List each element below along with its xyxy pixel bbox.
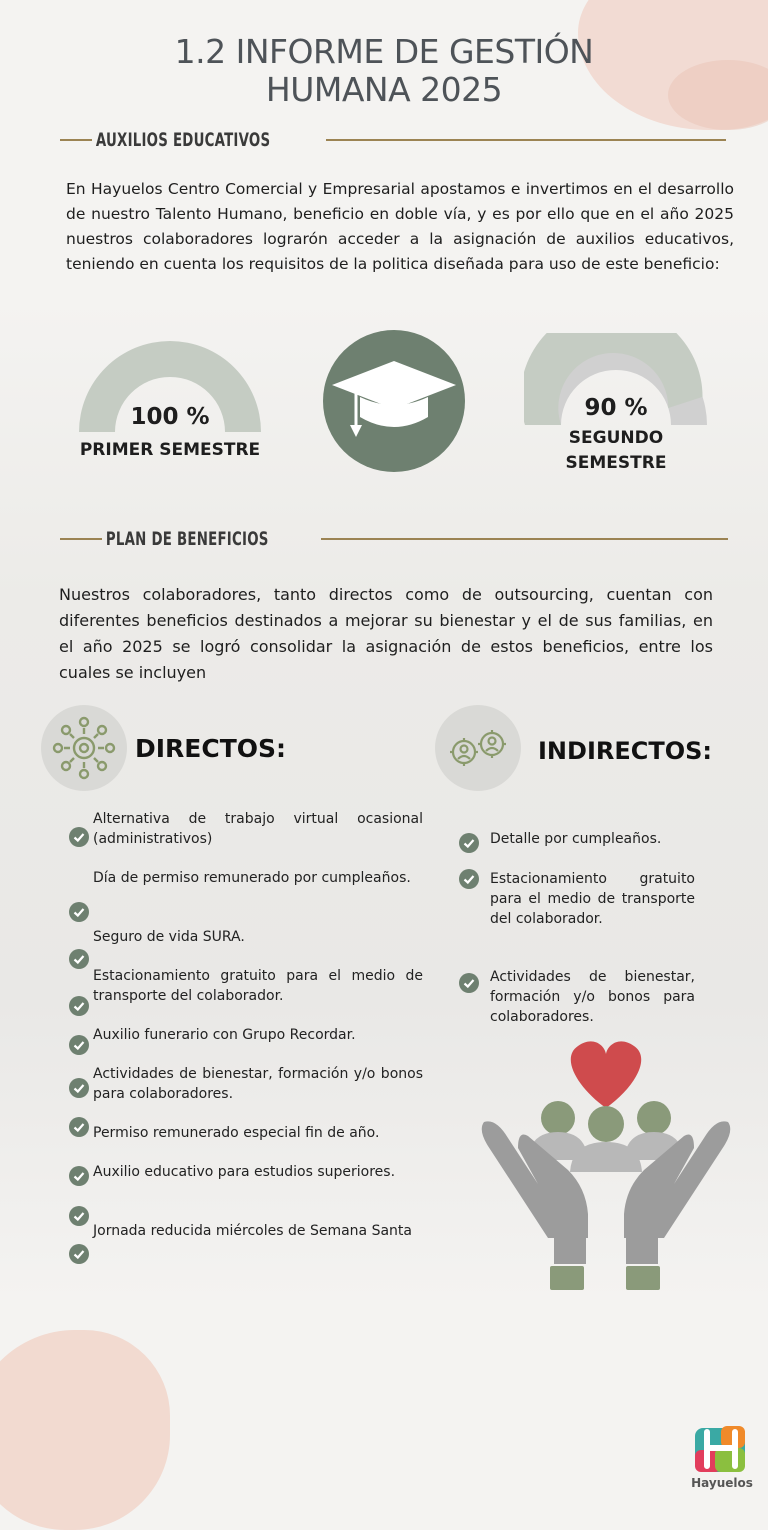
hayuelos-logo-text: Hayuelos xyxy=(691,1476,753,1490)
section-header-beneficios xyxy=(60,527,728,551)
list-item: Actividades de bienestar, formación y/o bonos para colaboradores. xyxy=(93,1066,423,1102)
header-rule-right xyxy=(321,538,728,540)
check-icon xyxy=(69,827,89,847)
header-rule-left xyxy=(60,139,92,141)
check-icon xyxy=(459,869,479,889)
people-gears-icon xyxy=(434,704,522,792)
list-item: Estacionamiento gratuito para el medio de transporte del colaborador. xyxy=(490,871,695,927)
check-icon xyxy=(69,1035,89,1055)
check-icon xyxy=(459,833,479,853)
auxilios-paragraph: En Hayuelos Centro Comercial y Empresarial apostamos e invertimos en el desarrollo de nuestro Talento Humano, beneficio en doble vía, y es por ello que en el año 2025 nuestros colaboradores lograrón acceder a la asignación de auxilios educativos, teniendo en cuenta los requisitos de la politica diseñada para uso de este beneficio: xyxy=(66,180,734,273)
list-item: Alternativa de trabajo virtual ocasional (administrativos) xyxy=(93,811,423,847)
gauge1-percent: 100 % xyxy=(130,404,210,430)
beneficios-paragraph: Nuestros colaboradores, tanto directos como de outsourcing, cuentan con diferentes beneficios destinados a mejorar su bienestar y el de sus familias, en el año 2025 se logró consolidar la asignación de estos beneficios, entre los cuales se incluyen xyxy=(59,585,713,682)
section-heading: PLAN DE BENEFICIOS xyxy=(105,528,269,550)
check-icon xyxy=(69,1078,89,1098)
decorative-blob-bottom-left xyxy=(0,1330,170,1530)
list-item: Auxilio educativo para estudios superiores. xyxy=(93,1164,396,1180)
network-gear-icon xyxy=(40,704,128,792)
section-heading: AUXILIOS EDUCATIVOS xyxy=(95,129,271,151)
graduation-cap-icon xyxy=(322,329,466,473)
gauge2-label-line1: SEGUNDO xyxy=(568,428,664,448)
check-icon xyxy=(69,902,89,922)
header-rule-right xyxy=(326,139,726,141)
check-icon xyxy=(69,949,89,969)
list-item: Día de permiso remunerado por cumpleaños. xyxy=(93,870,411,886)
list-item: Auxilio funerario con Grupo Recordar. xyxy=(93,1027,356,1043)
list-item: Jornada reducida miércoles de Semana Santa xyxy=(93,1223,412,1239)
list-item: Estacionamiento gratuito para el medio de transporte del colaborador. xyxy=(93,968,423,1004)
gauge2-label-line2: SEMESTRE xyxy=(565,453,667,473)
hayuelos-logo-icon xyxy=(693,1422,749,1474)
page-title xyxy=(0,33,768,109)
check-icon xyxy=(69,1166,89,1186)
gauge1-label: PRIMER SEMESTRE xyxy=(79,440,261,460)
page-title-line2: HUMANA 2025 xyxy=(265,70,503,109)
page-title-line1: 1.2 INFORME DE GESTIÓN xyxy=(174,32,594,71)
list-item: Actividades de bienestar, formación y/o bonos para colaboradores. xyxy=(490,969,695,1025)
check-icon xyxy=(69,996,89,1016)
header-rule-left xyxy=(60,538,102,540)
list-item: Permiso remunerado especial fin de año. xyxy=(93,1125,380,1141)
section-header-auxilios xyxy=(60,128,726,152)
list-item: Detalle por cumpleaños. xyxy=(490,831,662,847)
indirectos-title: INDIRECTOS: xyxy=(538,737,713,765)
gauge2-percent: 90 % xyxy=(584,395,648,421)
check-icon xyxy=(69,1117,89,1137)
check-icon xyxy=(69,1206,89,1226)
list-item: Seguro de vida SURA. xyxy=(93,929,245,945)
check-icon xyxy=(459,973,479,993)
directos-title: DIRECTOS: xyxy=(135,734,287,763)
gauge2-label xyxy=(524,426,708,476)
check-icon xyxy=(69,1244,89,1264)
hands-heart-people-icon xyxy=(478,1038,734,1294)
